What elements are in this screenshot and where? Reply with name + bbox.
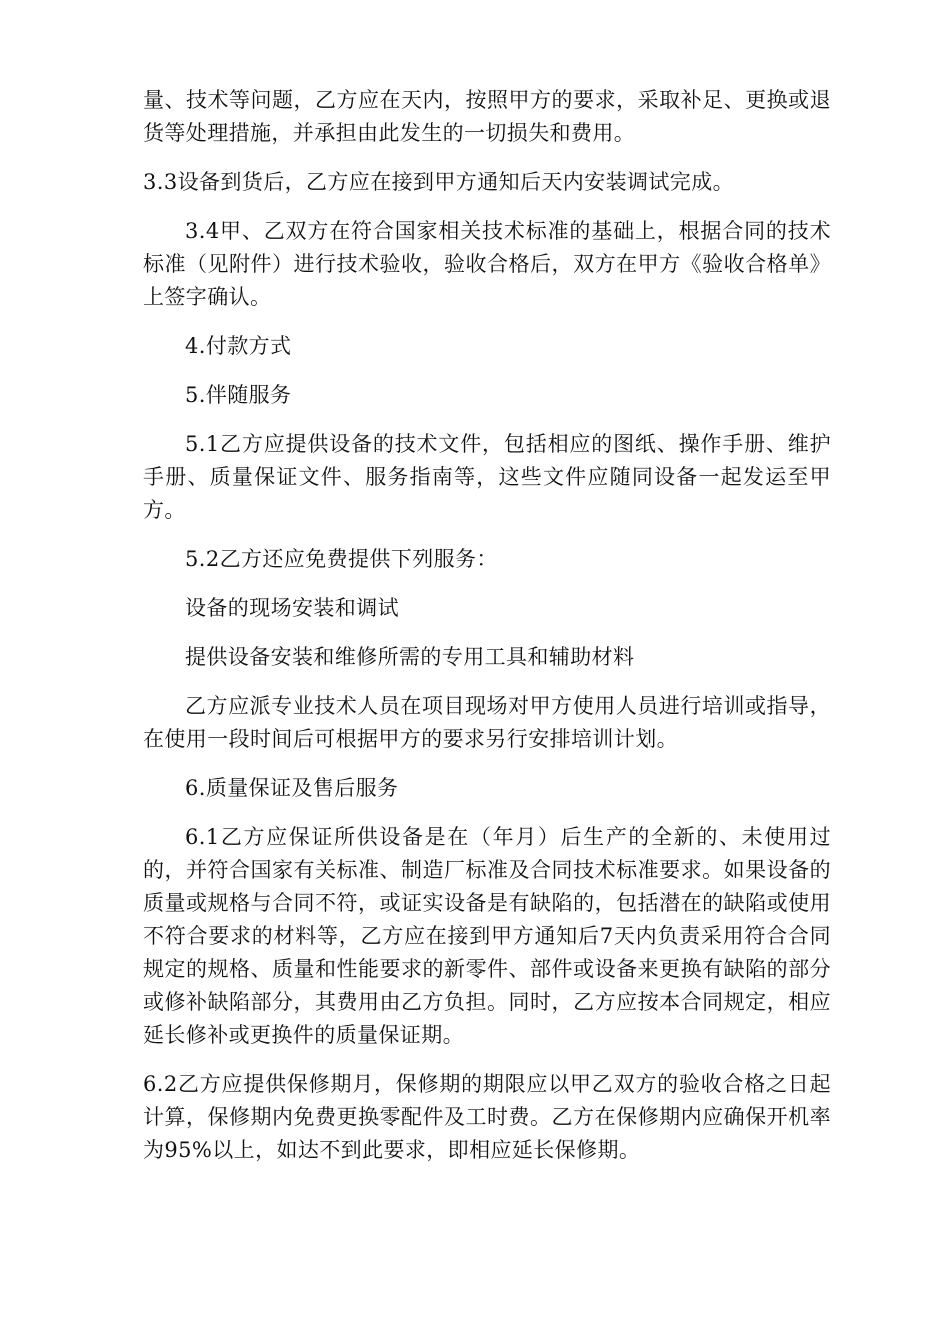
document-body — [143, 84, 831, 1167]
heading-4-payment: 4.付款方式 — [185, 334, 292, 358]
paragraph-5-2: 5.2乙方还应免费提供下列服务： — [185, 547, 498, 571]
paragraph-3-4: 3.4甲、乙双方在符合国家相关技术标准的基础上，根据合同的技术标准（见附件）进行技术验收，验收合格后，双方在甲方《验收合格单》上签字确认。 — [143, 219, 831, 309]
paragraph-training: 乙方应派专业技术人员在项目现场对甲方使用人员进行培训或指导，在使用一段时间后可根据甲方的要求另行安排培训计划。 — [143, 694, 831, 751]
paragraph-6-1: 6.1乙方应保证所供设备是在（年月）后生产的全新的、未使用过的，并符合国家有关标准、制造厂标准及合同技术标准要求。如果设备的质量或规格与合同不符，或证实设备是有缺陷的，包括潜在的缺陷或使用不符合要求的材料等，乙方应在接到甲方通知后7天内负责采用符合合同规定的规格、质量和性能要求的新零件、部件或设备来更换有缺陷的部分或修补缺陷部分，其费用由乙方负担。同时，乙方应按本合同规定，相应延长修补或更换件的质量保证期。 — [143, 825, 831, 1047]
paragraph-3-3: 3.3设备到货后，乙方应在接到甲方通知后天内安装调试完成。 — [143, 170, 734, 194]
list-item-installation: 设备的现场安装和调试 — [185, 596, 399, 620]
heading-6-quality: 6.质量保证及售后服务 — [185, 776, 399, 800]
paragraph-6-2: 6.2乙方应提供保修期月，保修期的期限应以甲乙双方的验收合格之日起计算，保修期内免费更换零配件及工时费。乙方在保修期内应确保开机率为95%以上，如达不到此要求，即相应延长保修期。 — [143, 1072, 831, 1162]
heading-5-services: 5.伴随服务 — [185, 383, 292, 407]
paragraph-5-1: 5.1乙方应提供设备的技术文件，包括相应的图纸、操作手册、维护手册、质量保证文件、服务指南等，这些文件应随同设备一起发运至甲方。 — [143, 432, 831, 522]
list-item-tools: 提供设备安装和维修所需的专用工具和辅助材料 — [185, 645, 635, 669]
paragraph-quality-issues: 量、技术等问题，乙方应在天内，按照甲方的要求，采取补足、更换或退货等处理措施，并承担由此发生的一切损失和费用。 — [143, 88, 831, 145]
